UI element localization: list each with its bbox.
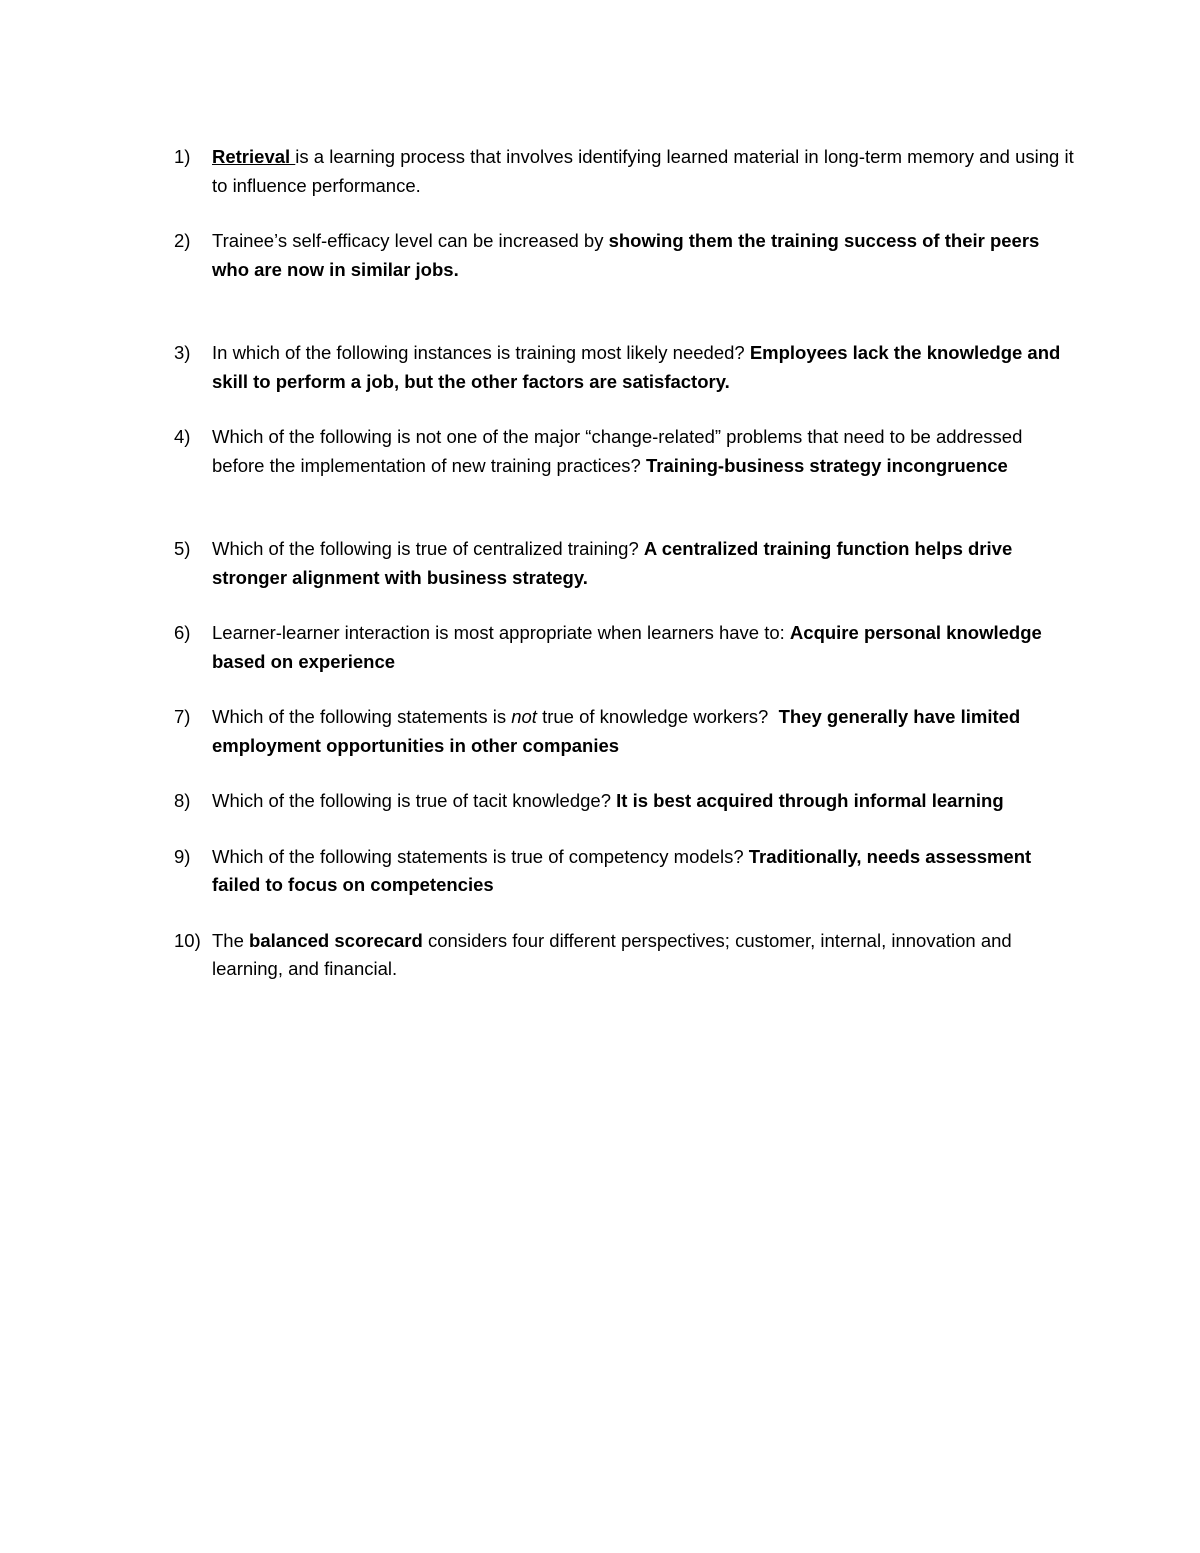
question-item: [174, 787, 1074, 816]
question-prompt: Which of the following statements is true of competency models?: [212, 845, 749, 867]
question-prompt-continued: true of knowledge workers?: [536, 706, 779, 727]
question-item: [174, 535, 1074, 592]
question-text: [212, 342, 1060, 392]
answer-text: Training-business strategy incongruence: [645, 454, 1008, 476]
question-text: [212, 230, 1039, 280]
question-number: 2): [174, 230, 191, 251]
answer-text: It is best acquired through informal learning: [616, 790, 1004, 811]
question-number: 10): [174, 929, 201, 951]
question-text: [212, 622, 1042, 672]
answer-text: Employees lack the knowledge and skill to perform a job, but the other factors are satisfactory.: [212, 342, 1061, 392]
question-number: 1): [174, 146, 191, 167]
question-text: [212, 426, 1022, 476]
answer-text: balanced scorecard: [249, 929, 423, 951]
question-list: [174, 143, 1074, 984]
question-prompt: is a learning process that involves identifying learned material in long-term memory and using it to influence performance.: [212, 146, 1074, 196]
question-prompt-continued: considers four different perspectives; customer, internal, innovation and learning, and financial.: [212, 929, 1012, 979]
question-text: [212, 790, 1004, 811]
question-text: [212, 846, 1031, 896]
question-item: [174, 143, 1074, 200]
question-prompt: Which of the following is true of tacit knowledge?: [212, 790, 617, 811]
answer-text: Retrieval: [212, 146, 296, 167]
question-prompt: Which of the following statements is: [212, 706, 512, 727]
question-prompt: The: [212, 929, 250, 951]
question-number: 7): [174, 706, 191, 727]
question-prompt: Which of the following is not one of the major “change-related” problems that need to be addressed before the implementation of new training practices?: [212, 426, 1023, 476]
question-text: [212, 146, 1074, 196]
question-item: [174, 927, 1074, 984]
emphasis-text: not: [511, 706, 537, 727]
answer-text: showing them the training success of their peers who are now in similar jobs.: [212, 230, 1040, 280]
question-item: [174, 423, 1074, 480]
question-item: [174, 227, 1074, 284]
answer-text: They generally have limited employment opportunities in other companies: [212, 706, 1021, 756]
question-text: [212, 930, 1012, 980]
question-number: 3): [174, 342, 191, 363]
question-number: 8): [174, 790, 191, 811]
question-item: [174, 619, 1074, 676]
question-item: [174, 703, 1074, 760]
answer-text: Traditionally, needs assessment failed to focus on competencies: [212, 845, 1032, 895]
question-number: 5): [174, 538, 191, 559]
question-number: 4): [174, 426, 191, 447]
question-prompt: Which of the following is true of centralized training?: [212, 538, 644, 559]
question-prompt: Learner-learner interaction is most appropriate when learners have to:: [212, 622, 790, 643]
question-prompt: Trainee’s self-efficacy level can be increased by: [212, 230, 609, 251]
question-number: 6): [174, 622, 191, 643]
question-prompt: In which of the following instances is training most likely needed?: [212, 342, 750, 363]
question-text: [212, 538, 1012, 588]
answer-text: A centralized training function helps drive stronger alignment with business strategy.: [212, 538, 1013, 588]
question-text: [212, 706, 1020, 756]
question-item: [174, 843, 1074, 900]
question-number: 9): [174, 845, 191, 867]
answer-text: Acquire personal knowledge based on experience: [212, 622, 1042, 672]
question-item: [174, 339, 1074, 396]
